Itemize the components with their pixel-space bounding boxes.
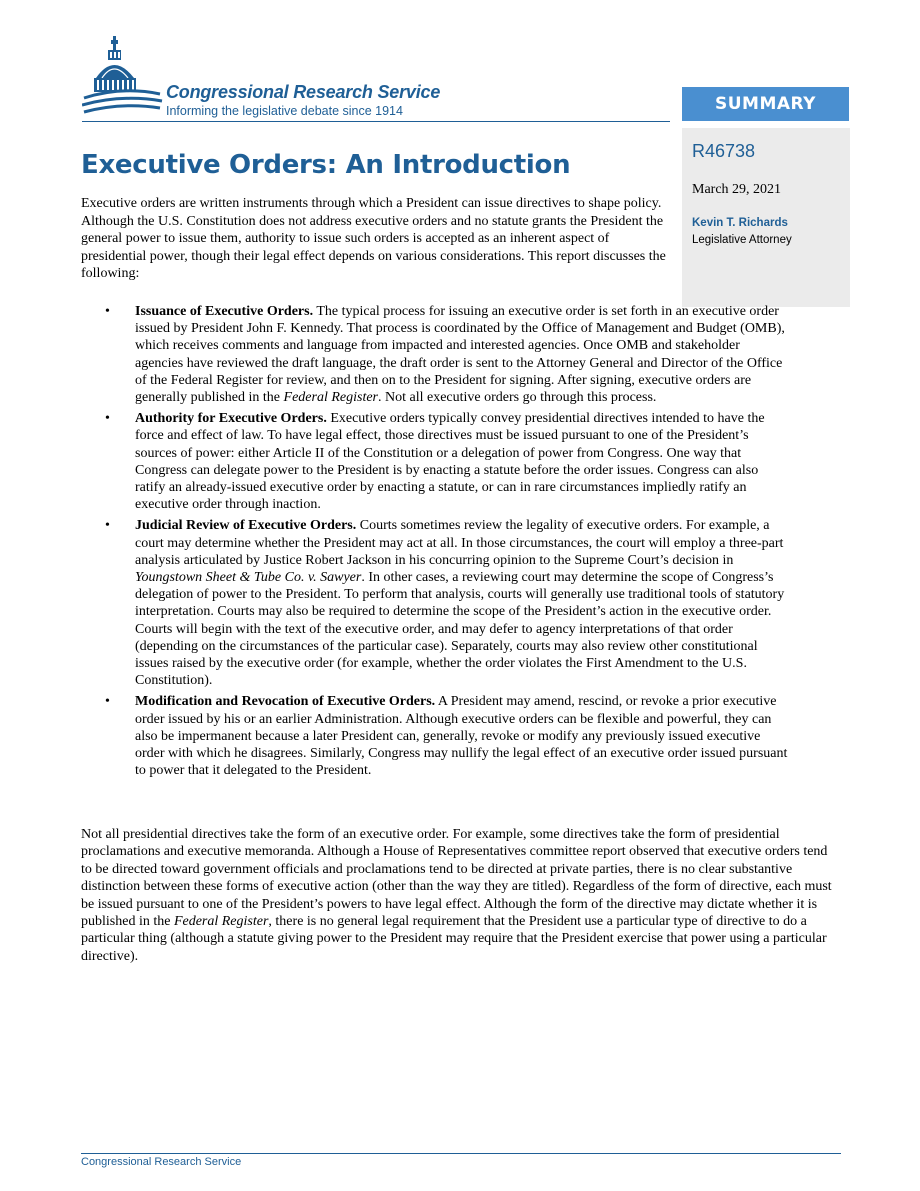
bullet-icon: • [105, 694, 110, 710]
list-item [81, 410, 791, 513]
closing-paragraph [81, 826, 836, 965]
closing-text-end: , there is no general legal requirement that the President use a particular type of directive to do a particular thing (although a statute giving power to the President may require that the President exercise that power using a particular directive). [81, 914, 827, 964]
case-citation: Youngstown Sheet & Tube Co. v. Sawyer [135, 570, 362, 586]
summary-header: SUMMARY [682, 87, 849, 121]
header-divider [82, 121, 670, 122]
closing-text: Not all presidential directives take the form of an executive order. For example, some directives take the form of presidential proclamations and executive memoranda. Although a House of Representatives committee report observed that executive orders tend to be directed toward government officials and proclamations tend to be directed at private parties, there is no clear substantive distinction between these forms of executive action (other than the way they are titled). Regardless of the form of directive, each must be issued pursuant to one of the President’s powers to have legal effect. Although the form of the directive may dictate whether it is published in the [81, 827, 832, 930]
list-item [81, 693, 791, 779]
report-number: R46738 [692, 141, 756, 161]
topic-list [81, 303, 791, 783]
list-item [81, 303, 791, 406]
bullet-heading: Authority for Executive Orders. [135, 411, 327, 427]
bullet-text: The typical process for issuing an executive order is set forth in an executive order issued by President John F. Kennedy. That process is coordinated by the Office of Management and Budget (OMB), which receives comments and language from impacted and interested agencies. Once OMB and stakeholder agencies have reviewed the draft language, the draft order is sent to the Attorney General and Director of the Office of the Federal Register for review, and then on to the President for signing. After signing, executive orders are generally published in the [135, 304, 785, 406]
bullet-heading: Judicial Review of Executive Orders. [135, 518, 357, 534]
bullet-text: A President may amend, rescind, or revoke a prior executive order issued by his or an earlier Administration. Although executive orders can be flexible and powerful, they can also be impermanent because a later President can, generally, revoke or modify any previously issued executive order with which he disagrees. Similarly, Congress may nullify the legal effect of an executive order issued pursuant to power that it delegated to the President. [135, 694, 788, 779]
bullet-italic: Federal Register [283, 390, 379, 406]
report-date: March 29, 2021 [692, 182, 782, 197]
intro-paragraph: Executive orders are written instruments through which a President can issue directives to shape policy. Although the U.S. Constitution does not address executive orders and no statute grants the President the general power to issue them, authority to issue such orders is accepted as an inherent aspect of presidential power, though their legal effect depends on various considerations. This report discusses the following: [81, 196, 666, 282]
bullet-text: Courts sometimes review the legality of executive orders. For example, a court may determine whether the President may act at all. In those circumstances, the court will employ a three-part analysis articulated by Justice Robert Jackson in his concurring opinion to the Supreme Court’s decision in [135, 518, 784, 568]
bullet-icon: • [105, 304, 110, 319]
bullet-heading: Issuance of Executive Orders. [135, 304, 314, 319]
bullet-icon: • [105, 411, 110, 427]
bullet-text-end: . Not all executive orders go through this process. [378, 390, 657, 406]
bullet-heading: Modification and Revocation of Executive Orders. [135, 694, 436, 710]
crs-logo [82, 34, 502, 124]
org-tagline: Informing the legislative debate since 1914 [166, 104, 403, 118]
footer-org-name: Congressional Research Service [81, 1156, 242, 1168]
page-title: Executive Orders: An Introduction [81, 150, 571, 180]
bullet-text: Executive orders typically convey presidential directives intended to have the force and effect of law. To have legal effect, those directives must be issued pursuant to one of the President’s sources of power: either Article II of the Constitution or a delegation of power from Congress. One way that Congress can delegate power to the President is by enacting a statute before the order issues. Congress can also ratify an already-issued executive order by enacting a statute, or can in rare circumstances impliedly ratify an executive order through inaction. [135, 411, 765, 513]
bullet-icon: • [105, 518, 110, 534]
author-title: Legislative Attorney [692, 234, 792, 246]
capitol-dome-icon [82, 34, 164, 120]
bullet-text-end: . In other cases, a reviewing court may determine the scope of Congress’s delegation of power to the President. To perform that analysis, courts will generally use traditional tools of statutory interpretation. Courts may also be required to determine the scope of the President’s action in the executive order. Courts will begin with the text of the executive order, and may defer to agency interpretations of that order (depending on the circumstances of the particular case). Separately, courts may also review other constitutional issues raised by the executive order (for example, whether the order violates the First Amendment to the U.S. Constitution). [135, 570, 785, 689]
summary-sidebar [682, 128, 850, 307]
author-name[interactable]: Kevin T. Richards [692, 217, 788, 229]
org-name: Congressional Research Service [166, 82, 441, 102]
footer-divider [81, 1153, 841, 1154]
list-item [81, 517, 791, 689]
closing-italic: Federal Register [173, 914, 269, 930]
